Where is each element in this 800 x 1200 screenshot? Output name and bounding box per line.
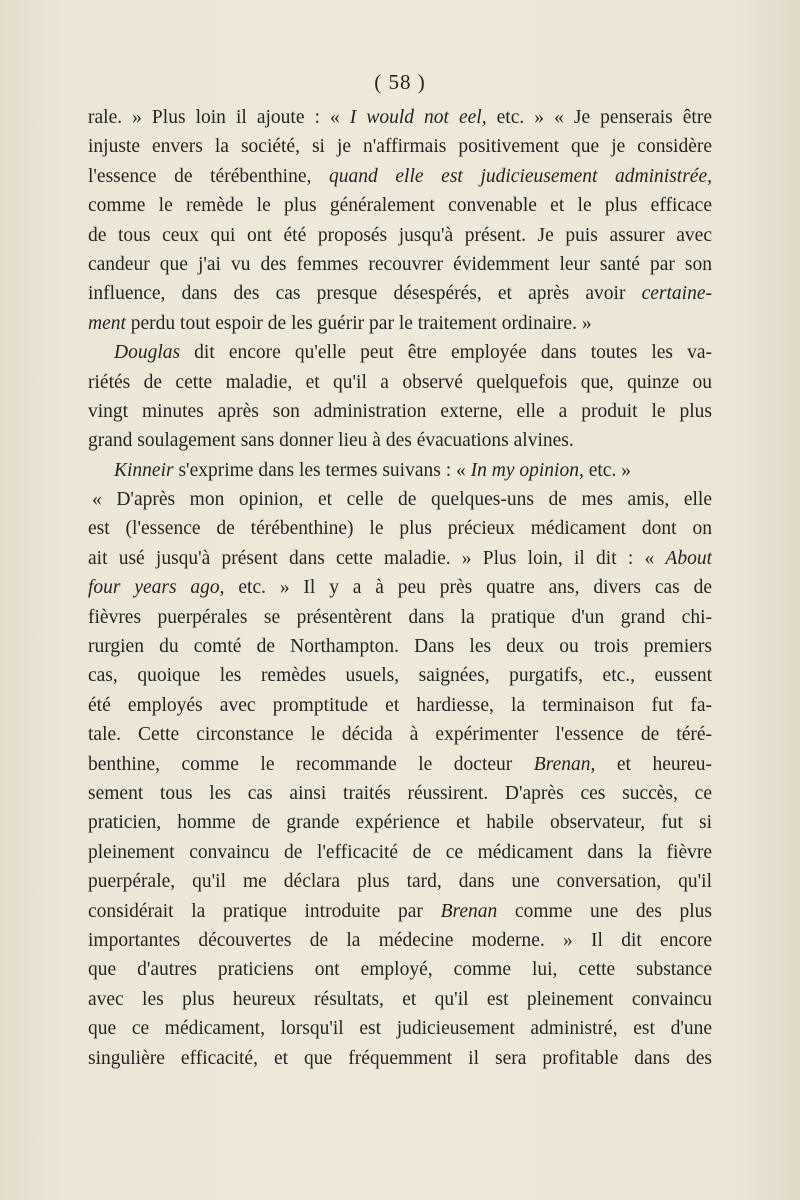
- text-segment: de tous ceux qui ont été proposés jusqu'à présent. Je puis assurer avec: [88, 224, 712, 246]
- text-segment: s'exprime dans les termes suivans : «: [173, 459, 471, 481]
- text-segment: riétés de cette maladie, et qu'il a observé quelquefois que, quinze ou: [88, 371, 712, 393]
- text-segment: considérait la pratique introduite par: [88, 900, 441, 922]
- text-line: [88, 397, 712, 426]
- text-line: [88, 132, 712, 161]
- text-line: [88, 897, 712, 926]
- text-line: [88, 309, 712, 338]
- text-line: [88, 603, 712, 632]
- text-segment: est (l'essence de térébenthine) le plus précieux médicament dont on: [88, 518, 712, 540]
- text-segment: tale. Cette circonstance le décida à expérimenter l'essence de téré-: [88, 724, 712, 746]
- text-line: [88, 926, 712, 955]
- text-line: [88, 661, 712, 690]
- text-line: [88, 720, 712, 749]
- text-segment: comme le remède le plus généralement convenable et le plus efficace: [88, 195, 712, 217]
- body-text: [88, 103, 712, 1073]
- text-line: [88, 103, 712, 132]
- text-segment: pleinement convaincu de l'efficacité de ce médicament dans la fièvre: [88, 841, 712, 863]
- text-line: [88, 250, 712, 279]
- text-segment: ait usé jusqu'à présent dans cette maladie. » Plus loin, il dit : «: [88, 547, 666, 569]
- italic-text: certaine-: [641, 283, 712, 305]
- text-segment: benthine, comme le recommande le docteur: [88, 753, 534, 775]
- text-segment: avec les plus heureux résultats, et qu'il est pleinement convaincu: [88, 988, 712, 1010]
- text-line: [88, 368, 712, 397]
- text-line: [88, 955, 712, 984]
- text-segment: vingt minutes après son administration externe, elle a produit le plus: [88, 400, 712, 422]
- text-segment: dit encore qu'elle peut être employée dans toutes les va-: [180, 342, 712, 364]
- text-segment: été employés avec promptitude et hardiesse, la terminaison fut fa-: [88, 694, 712, 716]
- text-line: [88, 426, 712, 455]
- italic-text: I would not eel,: [349, 107, 487, 128]
- text-segment: et heureu-: [595, 753, 712, 775]
- text-line: [88, 779, 712, 808]
- text-line: [88, 338, 712, 367]
- text-line: [88, 485, 712, 514]
- text-line: [88, 456, 712, 485]
- text-segment: injuste envers la société, si je n'affirmais positivement que je considère: [88, 136, 712, 158]
- page-number: ( 58 ): [374, 70, 426, 94]
- text-line: [88, 808, 712, 837]
- text-segment: « D'après mon opinion, et celle de quelques-uns de mes amis, elle: [92, 489, 712, 511]
- text-segment: sement tous les cas ainsi traités réussirent. D'après ces succès, ce: [88, 782, 712, 804]
- text-line: [88, 1044, 712, 1073]
- italic-text: ment: [88, 312, 126, 334]
- text-line: [88, 867, 712, 896]
- text-segment: perdu tout espoir de les guérir par le traitement ordinaire. »: [125, 312, 592, 334]
- text-segment: rale. » Plus loin il ajoute : «: [88, 107, 350, 128]
- text-segment: etc. » Il y a à peu près quatre ans, divers cas de: [224, 577, 712, 599]
- text-line: [88, 1014, 712, 1043]
- italic-text: quand elle est judicieusement administrée,: [329, 165, 712, 187]
- text-segment: cas, quoique les remèdes usuels, saignées, purgatifs, etc., eussent: [88, 665, 712, 687]
- text-line: [88, 632, 712, 661]
- italic-text: About: [665, 547, 712, 569]
- italic-text: Brenan: [440, 900, 498, 922]
- text-segment: fièvres puerpérales se présentèrent dans la pratique d'un grand chi-: [88, 606, 712, 628]
- text-segment: candeur que j'ai vu des femmes recouvrer évidemment leur santé par son: [88, 253, 712, 275]
- text-line: [88, 691, 712, 720]
- text-segment: grand soulagement sans donner lieu à des évacuations alvines.: [88, 430, 574, 452]
- text-line: [88, 838, 712, 867]
- text-segment: etc. »: [583, 459, 631, 481]
- italic-text: In my opinion,: [470, 459, 584, 481]
- text-segment: praticien, homme de grande expérience et habile observateur, fut si: [88, 812, 712, 834]
- text-segment: puerpérale, qu'il me déclara plus tard, dans une conversation, qu'il: [88, 871, 712, 893]
- text-segment: rurgien du comté de Northampton. Dans les deux ou trois premiers: [88, 636, 712, 658]
- text-segment: influence, dans des cas presque désespérés, et après avoir: [88, 283, 642, 305]
- text-line: [88, 514, 712, 543]
- text-line: [88, 985, 712, 1014]
- text-line: [88, 573, 712, 602]
- italic-text: Brenan,: [533, 753, 596, 775]
- italic-text: four years ago,: [88, 577, 225, 599]
- text-line: [88, 279, 712, 308]
- italic-text: Douglas: [114, 342, 181, 364]
- text-line: [88, 162, 712, 191]
- text-segment: singulière efficacité, et que fréquemment il sera profitable dans des: [88, 1047, 712, 1069]
- text-segment: l'essence de térébenthine,: [88, 165, 330, 187]
- text-line: [88, 221, 712, 250]
- italic-text: Kinneir: [114, 459, 174, 481]
- text-line: [88, 750, 712, 779]
- text-line: [88, 191, 712, 220]
- text-segment: etc. » « Je penserais être: [486, 107, 712, 128]
- text-segment: comme une des plus: [497, 900, 712, 922]
- text-segment: importantes découvertes de la médecine moderne. » Il dit encore: [88, 929, 712, 951]
- text-line: [88, 544, 712, 573]
- text-segment: que d'autres praticiens ont employé, comme lui, cette substance: [88, 959, 712, 981]
- text-segment: que ce médicament, lorsqu'il est judicieusement administré, est d'une: [88, 1018, 712, 1040]
